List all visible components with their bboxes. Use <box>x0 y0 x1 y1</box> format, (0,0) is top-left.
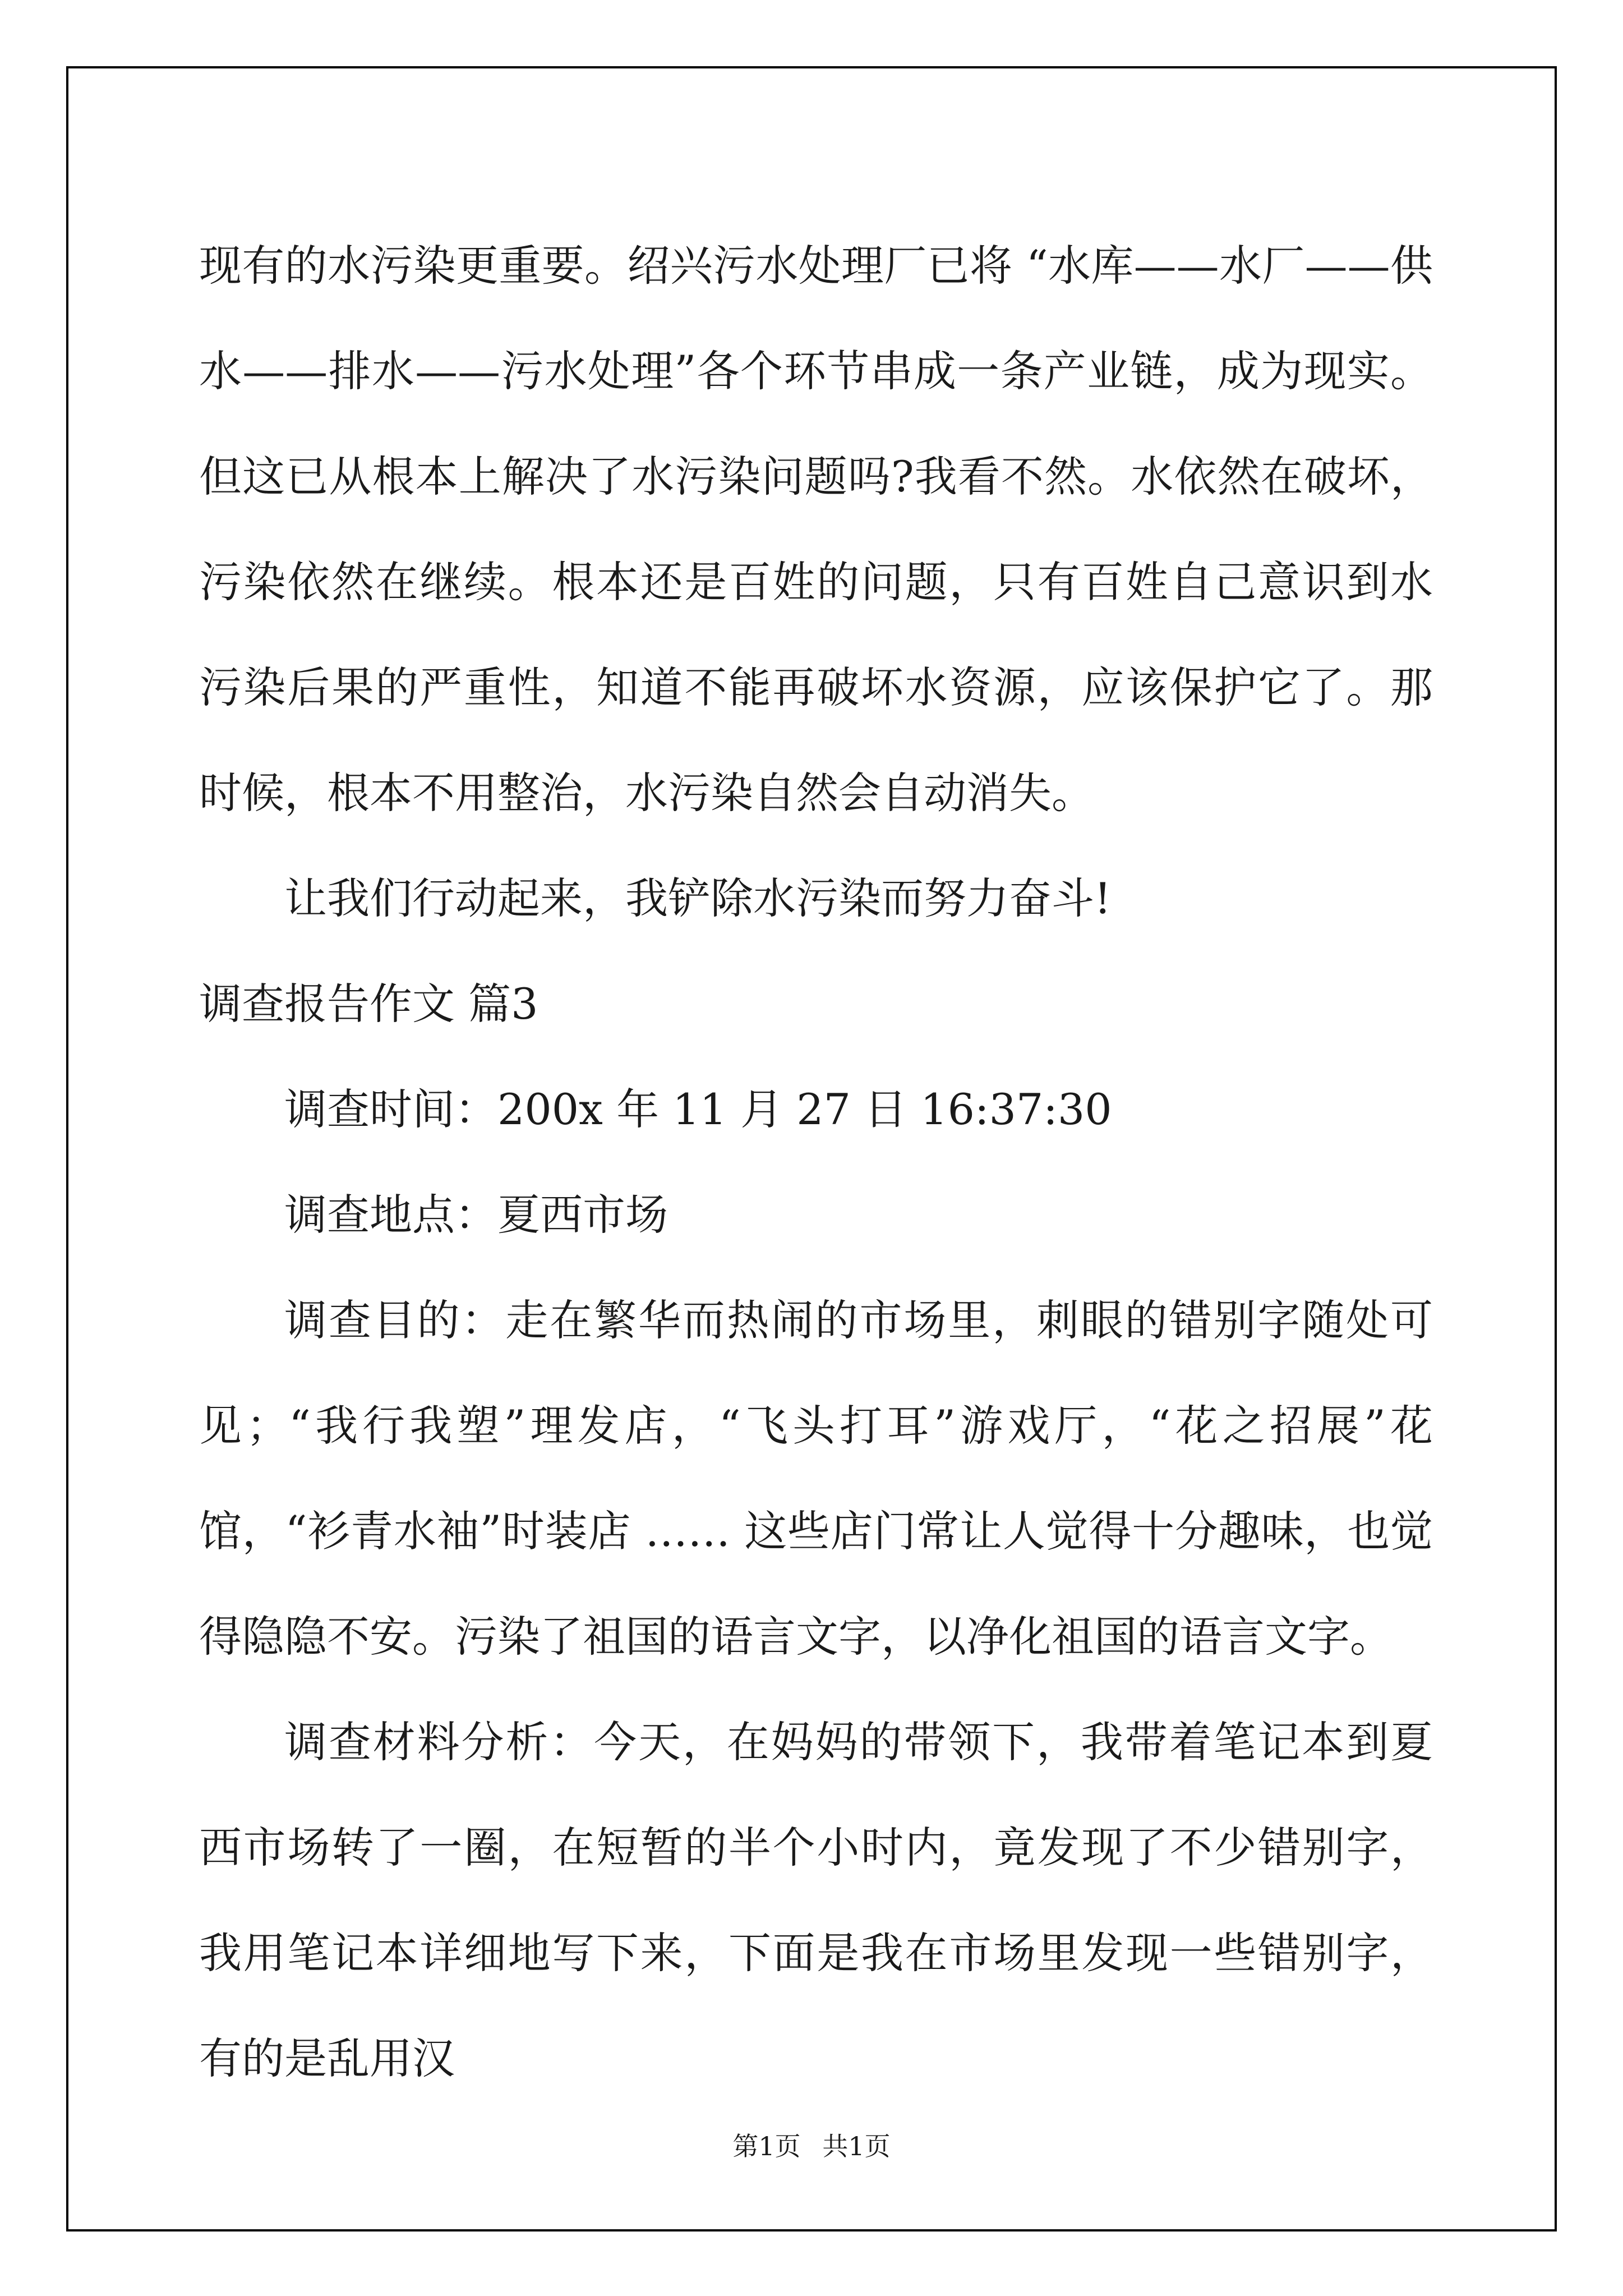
document-body <box>199 213 1433 2111</box>
page-footer <box>0 2126 1623 2163</box>
section-heading: 调查报告作文 篇3 <box>199 979 538 1029</box>
page-total: 共1页 <box>822 2131 891 2161</box>
paragraph-material-analysis: 调查材料分析：今天，在妈妈的带领下，我带着笔记本到夏西市场转了一圈，在短暂的半个小时内，竟发现了不少错别字，我用笔记本详细地写下来，下面是我在市场里发现一些错别字，有的是乱用汉 <box>199 1717 1433 2083</box>
page-number: 第1页 <box>732 2131 801 2161</box>
paragraph-survey-time: 调查时间：200x 年 11 月 27 日 16:37:30 <box>284 1084 1112 1134</box>
paragraph-water-pollution: 现有的水污染更重要。绍兴污水处理厂已将 “水库——水厂——供水——排水——污水处理”各个环节串成一条产业链，成为现实。但这已从根本上解决了水污染问题吗?我看不然。水依然在破坏，污染依然在继续。根本还是百姓的问题，只有百姓自己意识到水污染后果的严重性，知道不能再破坏水资源，应该保护它了。那时候，根本不用整治，水污染自然会自动消失。 <box>199 241 1433 818</box>
paragraph-survey-location: 调查地点：夏西市场 <box>284 1190 668 1240</box>
paragraph-survey-purpose: 调查目的：走在繁华而热闹的市场里，刺眼的错别字随处可见；“我行我塑”理发店，“飞头打耳”游戏厅，“花之招展”花馆，“衫青水袖”时装店 …… 这些店门常让人觉得十分趣味，也觉得隐隐不安。污染了祖国的语言文字，以净化祖国的语言文字。 <box>199 1295 1433 1662</box>
paragraph-call-to-action: 让我们行动起来，我铲除水污染而努力奋斗! <box>284 873 1112 923</box>
